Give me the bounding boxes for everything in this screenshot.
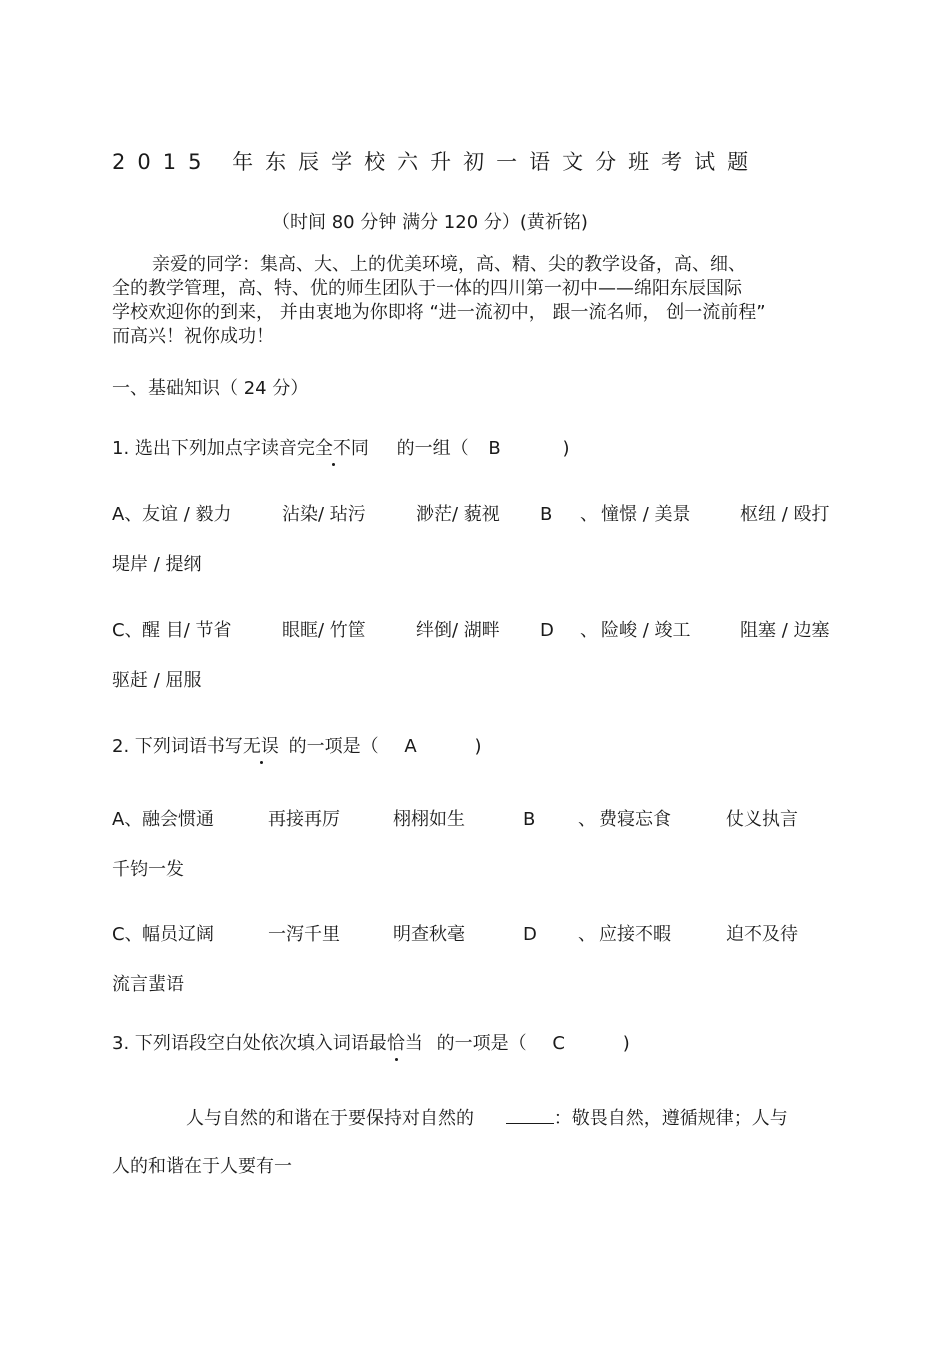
q1-option-A-word-2: 沾染/ 玷污 xyxy=(282,504,366,525)
intro-line-3: 学校欢迎你的到来， 并由衷地为你即将 “进一流初中， 跟一流名师， 创一流前程” xyxy=(112,302,766,323)
q1-option-A-word-1: 友谊 / 毅力 xyxy=(142,504,232,525)
paragraph-text: 人与自然的和谐在于要保持对自然的 xyxy=(186,1108,474,1129)
stem-text: 1. 选出下列加点字读音 xyxy=(112,438,297,459)
q2-option-C-word-2: 一泻千里 xyxy=(268,924,340,945)
q1-option-C-label: C、 xyxy=(112,620,143,641)
q1-option-C-word-1: 醒 目/ 节省 xyxy=(142,620,232,641)
stem-text: 2. 下列词语书写 xyxy=(112,736,243,757)
answer: A xyxy=(404,736,417,757)
q1-option-B-label: B xyxy=(540,504,553,525)
q1-option-C-word-2: 眼眶/ 竹筐 xyxy=(282,620,366,641)
close-paren: ) xyxy=(562,438,570,459)
q2-option-D-label: D xyxy=(523,924,537,945)
page-title: 2015 年东辰学校六升初一语文分班考试题 xyxy=(112,150,761,174)
q1-option-D-sep: 、 xyxy=(580,620,598,641)
q2-option-A-word-1: 融会惯通 xyxy=(142,809,214,830)
q2-option-C-label: C、 xyxy=(112,924,143,945)
q3-paragraph-line-1 xyxy=(186,1105,788,1131)
q1-option-D-label: D xyxy=(540,620,554,641)
question-2-stem xyxy=(112,735,481,759)
emphasis-text: 无误 xyxy=(242,736,279,757)
q2-option-D-word-2: 迫不及待 xyxy=(726,924,798,945)
section-heading: 一、基础知识（ 24 分） xyxy=(112,378,309,399)
q2-option-A-label: A、 xyxy=(112,809,143,830)
intro-line-4: 而高兴！祝你成功！ xyxy=(112,326,274,347)
q2-option-A-word-3: 栩栩如生 xyxy=(393,809,465,830)
intro-line-2: 全的教学管理，高、特、优的师生团队于一体的四川第一初中——绵阳东辰国际 xyxy=(112,278,742,299)
q1-option-C-word-3: 绊倒/ 湖畔 xyxy=(416,620,500,641)
q1-option-B-word-3: 堤岸 / 提纲 xyxy=(112,554,202,575)
answer: B xyxy=(488,438,501,459)
q2-option-B-word-3: 千钧一发 xyxy=(112,859,184,880)
q2-option-A-word-2: 再接再厉 xyxy=(268,809,340,830)
close-paren: ) xyxy=(622,1033,630,1054)
q2-option-C-word-1: 幅员辽阔 xyxy=(142,924,214,945)
exam-subtitle: （时间 80 分钟 满分 120 分）(黄祈铭) xyxy=(272,212,588,233)
stem-text: 的一项是（ xyxy=(436,1033,527,1054)
emphasis-text: 完全不同 xyxy=(296,438,369,459)
q2-option-D-word-3: 流言蜚语 xyxy=(112,974,184,995)
q1-option-D-word-1: 险峻 / 竣工 xyxy=(601,620,691,641)
paragraph-text: ：敬畏自然，遵循规律；人与 xyxy=(553,1108,788,1129)
stem-text: 3. 下列语段空白处依次填入词语 xyxy=(112,1033,369,1054)
q2-option-B-word-1: 费寝忘食 xyxy=(599,809,671,830)
stem-text: 的一项是（ xyxy=(288,736,379,757)
q1-option-A-label: A、 xyxy=(112,504,143,525)
q1-option-D-word-2: 阻塞 / 边塞 xyxy=(740,620,830,641)
q2-option-D-sep: 、 xyxy=(578,924,596,945)
q1-option-B-word-2: 枢纽 / 殴打 xyxy=(740,504,830,525)
q1-option-B-word-1: 憧憬 / 美景 xyxy=(601,504,691,525)
stem-text: 的一组（ xyxy=(396,438,469,459)
question-1-stem xyxy=(112,437,570,461)
question-3-stem xyxy=(112,1032,630,1056)
q3-paragraph-line-2: 人的和谐在于人要有一 xyxy=(112,1156,292,1177)
q1-option-B-sep: 、 xyxy=(580,504,598,525)
intro-line-1: 亲爱的同学：集高、大、上的优美环境，高、精、尖的教学设备，高、细、 xyxy=(152,254,746,275)
q2-option-C-word-3: 明查秋毫 xyxy=(393,924,465,945)
fill-blank xyxy=(506,1105,554,1124)
q1-option-D-word-3: 驱赶 / 屈服 xyxy=(112,670,202,691)
emphasis-text: 最恰当 xyxy=(368,1033,423,1054)
q2-option-B-label: B xyxy=(523,809,536,830)
answer: C xyxy=(552,1033,565,1054)
q2-option-D-word-1: 应接不暇 xyxy=(599,924,671,945)
close-paren: ) xyxy=(474,736,482,757)
q2-option-B-sep: 、 xyxy=(578,809,596,830)
q1-option-A-word-3: 渺茫/ 藐视 xyxy=(416,504,500,525)
q2-option-B-word-2: 仗义执言 xyxy=(726,809,798,830)
